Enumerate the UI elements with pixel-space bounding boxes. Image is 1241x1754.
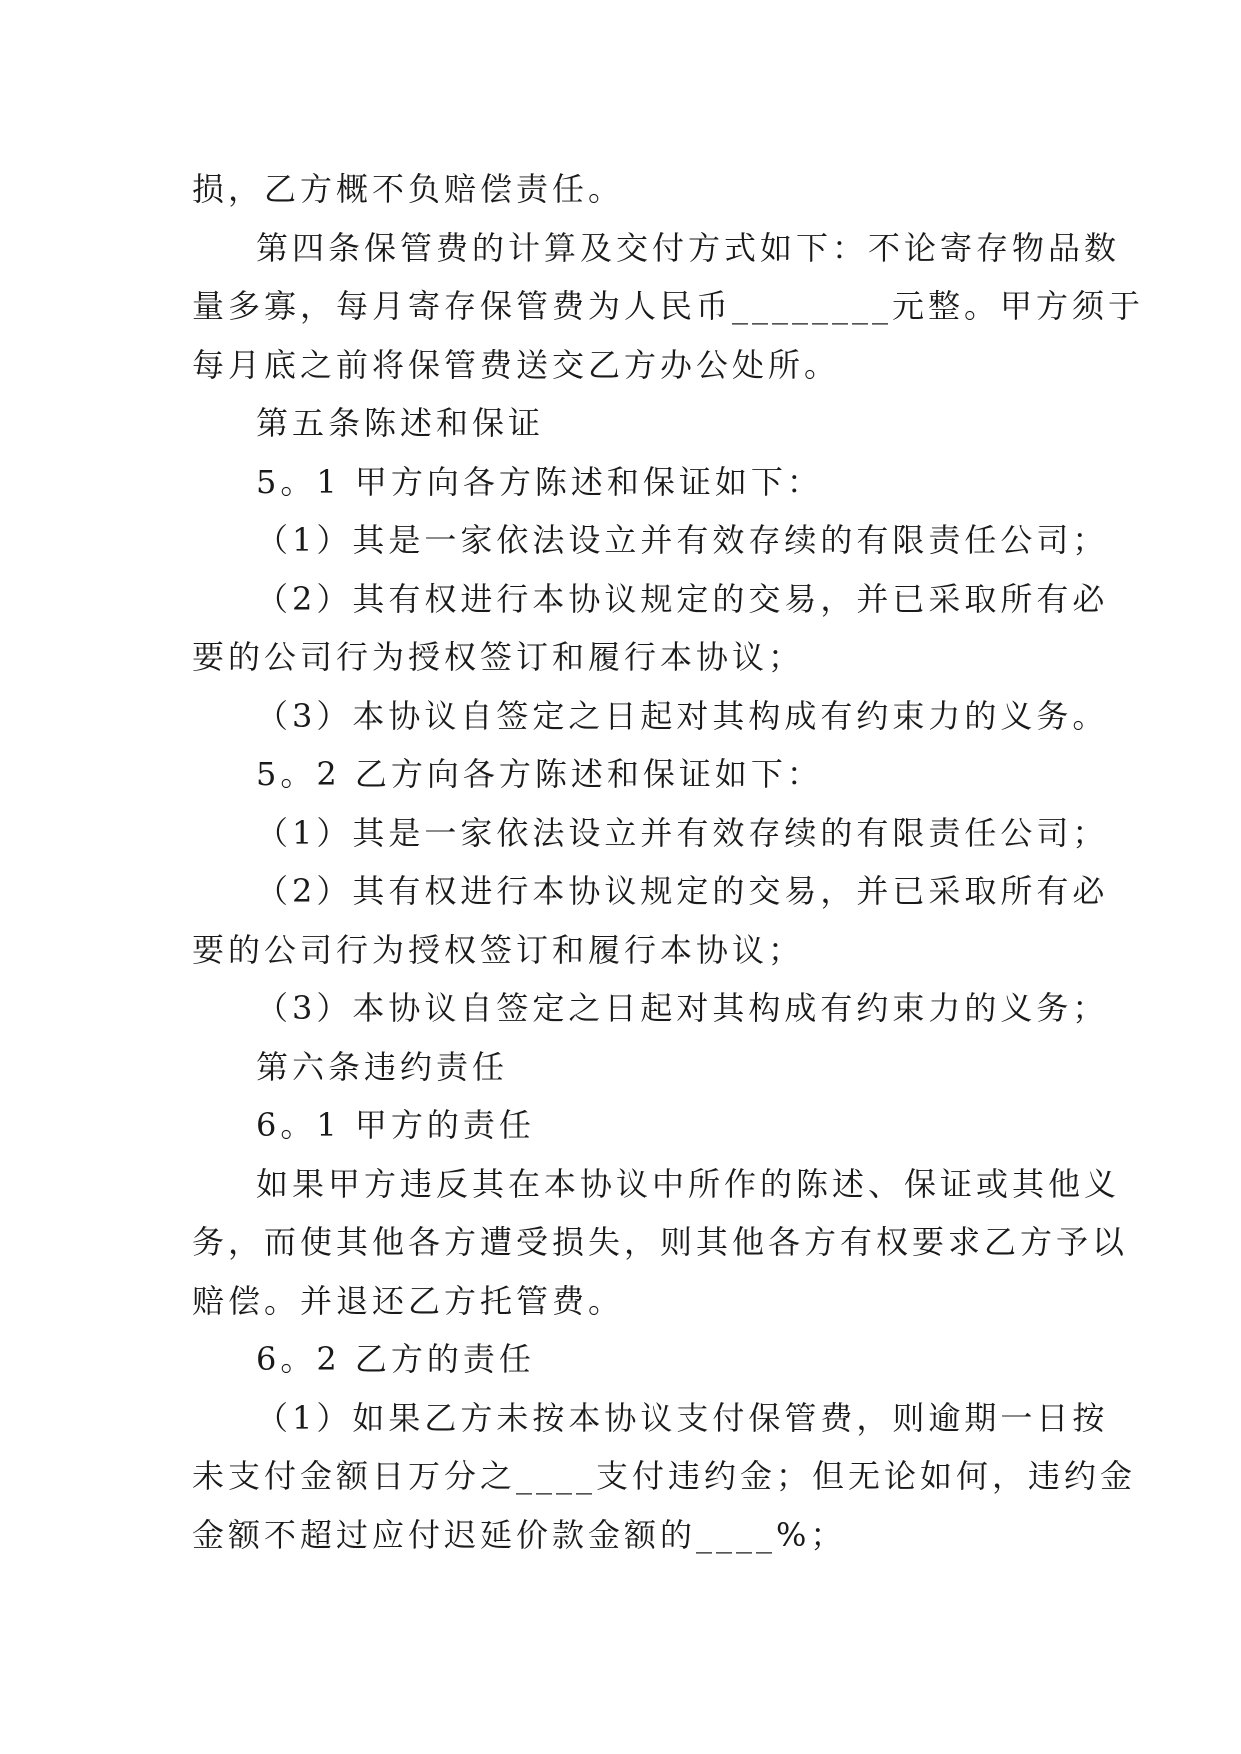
clause-5-heading: 第五条陈述和保证 bbox=[256, 404, 545, 442]
text-line: 如果甲方违反其在本协议中所作的陈述、保证或其他义 bbox=[256, 1164, 1121, 1203]
subclause-6-1: 6。1 甲方的责任 bbox=[256, 1106, 535, 1144]
clause-4-heading-line: 第四条保管费的计算及交付方式如下：不论寄存物品数 bbox=[256, 228, 1121, 267]
text-line: 每月底之前将保管费送交乙方办公处所。 bbox=[192, 345, 841, 384]
text-line: 要的公司行为授权签订和履行本协议； bbox=[192, 638, 805, 676]
document-body bbox=[192, 160, 1145, 1564]
clause-6-heading: 第六条违约责任 bbox=[256, 1047, 509, 1086]
list-item: （1）其是一家依法设立并有效存续的有限责任公司； bbox=[256, 813, 1109, 852]
list-item: （1）如果乙方未按本协议支付保管费，则逾期一日按 bbox=[256, 1398, 1109, 1437]
list-item: （2）其有权进行本协议规定的交易，并已采取所有必 bbox=[256, 872, 1109, 910]
subclause-6-2: 6。2 乙方的责任 bbox=[256, 1340, 535, 1378]
text-line: 量多寡，每月寄存保管费为人民币________元整。甲方须于 bbox=[192, 287, 1145, 325]
text-line: 损，乙方概不负赔偿责任。 bbox=[192, 170, 625, 208]
text-line: 未支付金额日万分之____支付违约金；但无论如何，违约金 bbox=[192, 1457, 1137, 1495]
text-line: 务，而使其他各方遭受损失，则其他各方有权要求乙方予以 bbox=[192, 1223, 1129, 1261]
text-line: 要的公司行为授权签订和履行本协议； bbox=[192, 930, 805, 969]
list-item: （3）本协议自签定之日起对其构成有约束力的义务。 bbox=[256, 696, 1109, 735]
text-line: 金额不超过应付迟延价款金额的____%； bbox=[192, 1515, 847, 1554]
text-line: 赔偿。并退还乙方托管费。 bbox=[192, 1281, 625, 1320]
subclause-5-2: 5。2 乙方向各方陈述和保证如下： bbox=[256, 755, 823, 793]
list-item: （1）其是一家依法设立并有效存续的有限责任公司； bbox=[256, 521, 1109, 559]
list-item: （2）其有权进行本协议规定的交易，并已采取所有必 bbox=[256, 579, 1109, 618]
list-item: （3）本协议自签定之日起对其构成有约束力的义务； bbox=[256, 989, 1109, 1027]
subclause-5-1: 5。1 甲方向各方陈述和保证如下： bbox=[256, 462, 823, 501]
